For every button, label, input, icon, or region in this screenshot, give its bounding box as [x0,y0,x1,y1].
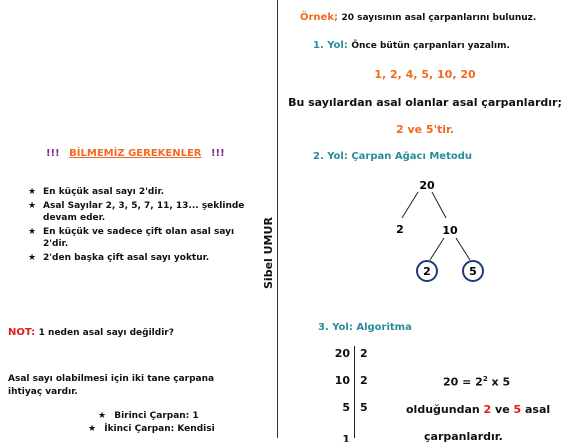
tree-left: 2 [396,223,404,236]
note [8,327,174,338]
factor-1: ★ Birinci Çarpan: 1 [98,411,199,421]
division-number: 10 [334,374,350,387]
conclusion-line2: çarpanlardır. [424,430,503,443]
note-label: NOT: [8,327,36,338]
star-icon: ★ [88,424,97,434]
tree-branch [430,238,444,260]
note-text: 1 neden asal sayı değildir? [38,328,174,338]
way1-label: 1. Yol: [313,40,348,51]
fact-item: ★ En küçük asal sayı 2'dir. [28,186,258,198]
way2-line [313,151,472,162]
tree-leaf: 5 [469,265,477,278]
way3-line [318,322,412,333]
example-label: Örnek; [300,12,338,23]
conclusion: olduğundan 2 ve 5 asal [406,403,551,416]
factors-list: 1, 2, 4, 5, 10, 20 [374,68,476,81]
division-row [320,347,380,374]
division-table [320,347,380,442]
author-label: Sibel UMUR [262,214,275,292]
way3-text: Algoritma [356,322,412,333]
tree-branch [402,192,418,218]
way2-label: 2. Yol: [313,151,348,162]
tree-root: 20 [419,179,435,192]
way2-text: Çarpan Ağacı Metodu [351,151,473,162]
division-row [320,374,380,401]
way3-label: 3. Yol: [318,322,353,333]
equation: $20 = 2^2$ x 5 [443,375,511,389]
prime-answer: 2 ve 5'tir. [395,123,455,136]
tree-branch [432,192,446,218]
tree-leaf: 2 [423,265,431,278]
facts-list [28,186,258,266]
division-number: 20 [334,347,350,360]
division-divisor: 5 [360,401,368,414]
fact-item: ★ En küçük ve sadece çift olan asal sayı 2'dir. [28,226,258,250]
example-line [300,12,536,23]
explanation-text: Asal sayı olabilmesi için iki tane çarpana ihtiyaç vardır. [8,374,215,397]
star-icon: ★ [98,411,107,421]
division-divisor: 2 [360,347,368,360]
prime-question: Bu sayılardan asal olanlar asal çarpanlardır; [288,96,562,109]
fact-item: ★ 2'den başka çift asal sayı yoktur. [28,252,258,264]
division-divisor: 2 [360,374,368,387]
division-number: 5 [342,401,350,414]
division-number: 1 [342,433,350,442]
section-heading [46,148,225,159]
division-row [320,428,380,442]
way1-text: Önce bütün çarpanları yazalım. [351,41,510,51]
division-row [320,401,380,428]
heading-title: BİLMEMİZ GEREKENLER [69,148,202,159]
factor-2: ★ İkinci Çarpan: Kendisi [88,424,215,434]
example-text: 20 sayısının asal çarpanlarını bulunuz. [341,13,537,23]
heading-mark-left: !!! [46,148,60,159]
column-divider [277,0,278,438]
tree-mid: 10 [442,224,458,237]
way1-line [313,40,510,51]
factor-tree [380,172,500,290]
tree-branch [456,238,470,260]
fact-item: ★ Asal Sayılar 2, 3, 5, 7, 11, 13... şeklinde devam eder. [28,200,258,224]
heading-mark-right: !!! [210,148,225,159]
